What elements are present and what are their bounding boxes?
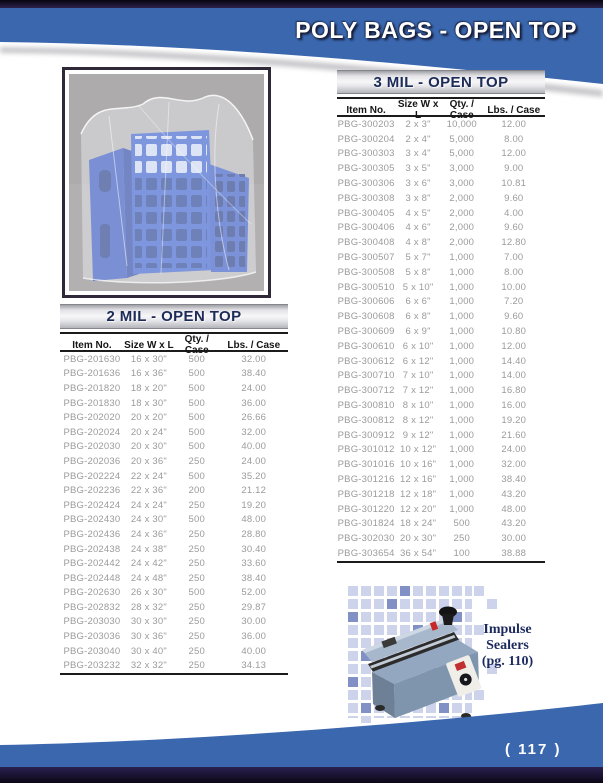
table-cell: 24 x 42" — [130, 558, 167, 570]
table-cell: 4 x 5" — [405, 207, 431, 219]
table-cell: PBG-201830 — [63, 397, 121, 409]
table-cell: 7.20 — [504, 296, 524, 308]
table-cell: PBG-300408 — [337, 237, 395, 249]
table-2mil — [60, 304, 288, 675]
table-row — [60, 556, 288, 571]
table-cell: 20 x 30" — [400, 533, 437, 545]
table-cell: 16 x 30" — [130, 353, 167, 365]
table-cell: 3,000 — [449, 163, 475, 175]
table-cell: PBG-201820 — [63, 382, 121, 394]
table-cell: 500 — [188, 353, 205, 365]
table-cell: 10.00 — [501, 281, 527, 293]
table-cell: 5 x 10" — [402, 281, 434, 293]
table-cell: PBG-202430 — [63, 514, 121, 526]
table-row — [337, 472, 545, 487]
table-cell: PBG-300606 — [337, 296, 395, 308]
table-row — [60, 513, 288, 528]
table-cell: PBG-202224 — [63, 470, 121, 482]
table-row — [60, 425, 288, 440]
table-cell: 500 — [188, 397, 205, 409]
table-row — [337, 354, 545, 369]
table-row — [337, 443, 545, 458]
table-cell: PBG-300303 — [337, 148, 395, 160]
table-cell: 3 x 5" — [405, 163, 431, 175]
column-header-qty: Qty. / Case — [449, 99, 474, 121]
product-photo-frame — [62, 67, 271, 298]
bottom-dark-bar — [0, 767, 603, 783]
table-cell: PBG-202832 — [63, 601, 121, 613]
table-cell: PBG-202024 — [63, 426, 121, 438]
table-cell: PBG-300812 — [337, 414, 395, 426]
table-cell: 19.20 — [241, 499, 267, 511]
table-row — [337, 339, 545, 354]
table-cell: 5,000 — [449, 133, 475, 145]
table-cell: PBG-202020 — [63, 412, 121, 424]
table-cell: 6 x 10" — [402, 340, 434, 352]
table-cell: PBG-300203 — [337, 118, 395, 130]
table-row — [337, 457, 545, 472]
table-cell: 100 — [453, 548, 470, 559]
table-cell: 10,000 — [446, 118, 477, 130]
table-cell: 30 x 40" — [130, 645, 167, 657]
table-cell: 5 x 8" — [405, 266, 431, 278]
table-cell: PBG-203040 — [63, 645, 121, 657]
table-cell: 250 — [453, 533, 470, 545]
table-cell: 16.80 — [501, 385, 527, 397]
table-row — [337, 191, 545, 206]
table-2mil-body — [60, 352, 288, 675]
table-cell: PBG-300510 — [337, 281, 395, 293]
table-cell: 500 — [188, 368, 205, 380]
table-row — [337, 546, 545, 561]
table-cell: PBG-203030 — [63, 616, 121, 628]
table-cell: 1,000 — [449, 459, 475, 471]
table-cell: 250 — [188, 645, 205, 657]
table-cell: 38.40 — [241, 368, 267, 380]
table-cell: 4.00 — [504, 207, 524, 219]
impulse-sealers-label — [455, 622, 560, 670]
table-row — [60, 586, 288, 601]
table-cell: 16 x 36" — [130, 368, 167, 380]
table-cell: PBG-300608 — [337, 311, 395, 323]
table-row — [337, 517, 545, 532]
table-cell: PBG-300612 — [337, 355, 395, 367]
table-cell: 9.60 — [504, 311, 524, 323]
column-header-item-no: Item No. — [72, 339, 112, 351]
table-3mil — [337, 70, 545, 563]
table-cell: 38.88 — [501, 548, 527, 559]
table-cell: PBG-301218 — [337, 488, 395, 500]
table-cell: PBG-300508 — [337, 266, 395, 278]
table-row — [337, 369, 545, 384]
table-cell: 20 x 24" — [130, 426, 167, 438]
table-cell: PBG-300306 — [337, 178, 395, 190]
table-cell: 29.87 — [241, 601, 267, 613]
table-row — [337, 132, 545, 147]
table-cell: 10.80 — [501, 326, 527, 338]
table-cell: PBG-303654 — [337, 548, 395, 559]
table-cell: 52.00 — [241, 587, 267, 599]
table-cell: 500 — [188, 441, 205, 453]
table-cell: 1,000 — [449, 370, 475, 382]
table-cell: 20 x 30" — [130, 441, 167, 453]
table-row — [60, 410, 288, 425]
table-cell: 1,000 — [449, 429, 475, 441]
table-cell: 250 — [188, 572, 205, 584]
table-cell: PBG-202424 — [63, 499, 121, 511]
table-cell: 26.66 — [241, 412, 267, 424]
table-cell: PBG-203036 — [63, 631, 121, 643]
table-cell: PBG-300405 — [337, 207, 395, 219]
table-cell: 24.00 — [241, 455, 267, 467]
table-cell: 6 x 9" — [405, 326, 431, 338]
table-cell: 12.00 — [501, 340, 527, 352]
table-cell: 30.00 — [501, 533, 527, 545]
table-cell: 2 x 4" — [405, 133, 431, 145]
table-cell: 8 x 12" — [402, 414, 434, 426]
table-cell: 48.00 — [241, 514, 267, 526]
table-cell: PBG-300507 — [337, 252, 395, 264]
table-row — [337, 265, 545, 280]
promo-line-3: (pg. 110) — [481, 654, 534, 669]
table-cell: 1,000 — [449, 340, 475, 352]
table-row — [337, 413, 545, 428]
table-cell: PBG-300712 — [337, 385, 395, 397]
table-cell: 14.00 — [501, 370, 527, 382]
table-cell: PBG-300406 — [337, 222, 395, 234]
footer-band — [0, 688, 603, 783]
table-cell: 36 x 54" — [400, 548, 437, 559]
table-cell: PBG-300912 — [337, 429, 395, 441]
table-cell: 1,000 — [449, 444, 475, 456]
table-cell: 43.20 — [501, 488, 527, 500]
table-cell: 12 x 20" — [400, 503, 437, 515]
table-cell: PBG-300610 — [337, 340, 395, 352]
table-row — [60, 483, 288, 498]
table-cell: 24 x 48" — [130, 572, 167, 584]
table-3mil-body — [337, 117, 545, 563]
table-cell: 20 x 20" — [130, 412, 167, 424]
table-cell: 10 x 16" — [400, 459, 437, 471]
table-cell: 22 x 36" — [130, 485, 167, 497]
table-row — [337, 221, 545, 236]
table-cell: 500 — [453, 518, 470, 530]
table-cell: 12.00 — [501, 118, 527, 130]
table-cell: 9.60 — [504, 192, 524, 204]
table-cell: 9 x 12" — [402, 429, 434, 441]
table-cell: 3 x 8" — [405, 192, 431, 204]
table-cell: 34.13 — [241, 660, 267, 672]
table-cell: PBG-202030 — [63, 441, 121, 453]
table-cell: 3,000 — [449, 178, 475, 190]
table-cell: 14.40 — [501, 355, 527, 367]
table-cell: 5 x 7" — [405, 252, 431, 264]
table-row — [337, 383, 545, 398]
table-cell: 2,000 — [449, 237, 475, 249]
table-cell: 5,000 — [449, 148, 475, 160]
table-cell: 20 x 36" — [130, 455, 167, 467]
table-2mil-title: 2 MIL - OPEN TOP — [60, 304, 288, 329]
table-cell: 500 — [188, 382, 205, 394]
table-cell: 12 x 16" — [400, 474, 437, 486]
table-row — [337, 147, 545, 162]
table-cell: 38.40 — [501, 474, 527, 486]
table-cell: 40.00 — [241, 441, 267, 453]
table-cell: 30.00 — [241, 616, 267, 628]
table-cell: 8 x 10" — [402, 400, 434, 412]
table-cell: 250 — [188, 528, 205, 540]
table-cell: 40.00 — [241, 645, 267, 657]
table-row — [337, 531, 545, 546]
table-cell: 6 x 8" — [405, 311, 431, 323]
table-cell: 36.00 — [241, 631, 267, 643]
table-cell: 24 x 30" — [130, 514, 167, 526]
poly-bag-photo — [69, 74, 264, 291]
table-row — [60, 615, 288, 630]
table-cell: 1,000 — [449, 311, 475, 323]
table-cell: 32.00 — [241, 426, 267, 438]
table-cell: 1,000 — [449, 400, 475, 412]
table-cell: PBG-301216 — [337, 474, 395, 486]
table-cell: PBG-201636 — [63, 368, 121, 380]
table-cell: 1,000 — [449, 474, 475, 486]
table-cell: 30.40 — [241, 543, 267, 555]
table-2mil-column-headers — [60, 332, 288, 356]
table-row — [60, 600, 288, 615]
table-row — [337, 250, 545, 265]
table-cell: 500 — [188, 587, 205, 599]
table-cell: PBG-300204 — [337, 133, 395, 145]
table-row — [337, 235, 545, 250]
table-cell: 1,000 — [449, 326, 475, 338]
table-cell: 4 x 8" — [405, 237, 431, 249]
table-cell: 38.40 — [241, 572, 267, 584]
table-cell: 1,000 — [449, 385, 475, 397]
table-cell: 8.00 — [504, 266, 524, 278]
column-header-size: Size W x L — [397, 99, 439, 121]
table-cell: 7 x 10" — [402, 370, 434, 382]
table-row — [60, 381, 288, 396]
table-cell: 1,000 — [449, 488, 475, 500]
table-cell: 43.20 — [501, 518, 527, 530]
table-cell: 2,000 — [449, 222, 475, 234]
table-cell: 48.00 — [501, 503, 527, 515]
table-cell: 3 x 6" — [405, 178, 431, 190]
table-cell: PBG-300710 — [337, 370, 395, 382]
table-cell: 250 — [188, 543, 205, 555]
table-cell: 2 x 3" — [405, 118, 431, 130]
table-cell: 21.12 — [241, 485, 267, 497]
table-cell: 9.00 — [504, 163, 524, 175]
table-cell: 7.00 — [504, 252, 524, 264]
table-cell: 32.00 — [501, 459, 527, 471]
table-row — [60, 571, 288, 586]
table-cell: 28 x 32" — [130, 601, 167, 613]
table-cell: PBG-202036 — [63, 455, 121, 467]
table-cell: PBG-301016 — [337, 459, 395, 471]
table-row — [337, 309, 545, 324]
table-cell: 32.00 — [241, 353, 267, 365]
table-cell: 24 x 24" — [130, 499, 167, 511]
table-row — [337, 295, 545, 310]
table-cell: 12.80 — [501, 237, 527, 249]
table-cell: 1,000 — [449, 355, 475, 367]
table-cell: 6 x 12" — [402, 355, 434, 367]
table-cell: 250 — [188, 660, 205, 672]
table-cell: 1,000 — [449, 414, 475, 426]
table-cell: PBG-202436 — [63, 528, 121, 540]
table-cell: 18 x 20" — [130, 382, 167, 394]
table-row — [60, 367, 288, 382]
column-header-lbs: Lbs. / Case — [227, 339, 281, 351]
table-row — [337, 502, 545, 517]
table-cell: 250 — [188, 631, 205, 643]
table-cell: PBG-301012 — [337, 444, 395, 456]
table-row — [337, 206, 545, 221]
table-cell: 500 — [188, 426, 205, 438]
table-cell: 7 x 12" — [402, 385, 434, 397]
table-cell: 2,000 — [449, 207, 475, 219]
column-header-lbs: Lbs. / Case — [487, 104, 541, 116]
table-row — [337, 117, 545, 132]
table-cell: PBG-202438 — [63, 543, 121, 555]
table-cell: 18 x 24" — [400, 518, 437, 530]
table-cell: 32 x 32" — [130, 660, 167, 672]
table-cell: PBG-202236 — [63, 485, 121, 497]
promo-line-1: Impulse — [483, 622, 532, 637]
table-row — [60, 629, 288, 644]
table-row — [60, 396, 288, 411]
table-cell: 500 — [188, 412, 205, 424]
table-cell: PBG-203232 — [63, 660, 121, 672]
table-row — [60, 527, 288, 542]
table-cell: 500 — [188, 514, 205, 526]
table-cell: 3 x 4" — [405, 148, 431, 160]
table-cell: 24 x 38" — [130, 543, 167, 555]
table-cell: 36.00 — [241, 397, 267, 409]
column-header-qty: Qty. / Case — [184, 334, 209, 356]
table-cell: 500 — [188, 470, 205, 482]
table-row — [60, 440, 288, 455]
table-cell: 30 x 36" — [130, 631, 167, 643]
table-cell: 2,000 — [449, 192, 475, 204]
table-cell: 1,000 — [449, 266, 475, 278]
table-cell: 10 x 12" — [400, 444, 437, 456]
table-row — [337, 280, 545, 295]
table-cell: 1,000 — [449, 503, 475, 515]
table-cell: 16.00 — [501, 400, 527, 412]
table-cell: 250 — [188, 616, 205, 628]
table-cell: 28.80 — [241, 528, 267, 540]
table-cell: PBG-300609 — [337, 326, 395, 338]
table-row — [60, 644, 288, 659]
table-cell: 24.00 — [501, 444, 527, 456]
table-cell: 8.00 — [504, 133, 524, 145]
table-cell: 12.00 — [501, 148, 527, 160]
table-cell: PBG-302030 — [337, 533, 395, 545]
table-cell: PBG-202442 — [63, 558, 121, 570]
table-cell: 200 — [188, 485, 205, 497]
table-row — [337, 487, 545, 502]
table-cell: 250 — [188, 558, 205, 570]
table-row — [60, 658, 288, 673]
table-cell: 18 x 30" — [130, 397, 167, 409]
table-cell: 4 x 6" — [405, 222, 431, 234]
table-cell: PBG-201630 — [63, 353, 121, 365]
table-cell: 30 x 30" — [130, 616, 167, 628]
table-row — [337, 428, 545, 443]
table-cell: 21.60 — [501, 429, 527, 441]
table-row — [60, 454, 288, 469]
table-cell: PBG-300810 — [337, 400, 395, 412]
table-cell: PBG-300305 — [337, 163, 395, 175]
table-cell: 33.60 — [241, 558, 267, 570]
table-row — [60, 498, 288, 513]
column-header-item-no: Item No. — [346, 104, 386, 116]
table-cell: 9.60 — [504, 222, 524, 234]
promo-line-2: Sealers — [486, 638, 529, 653]
page-number: ( 117 ) — [505, 741, 562, 758]
table-cell: PBG-202448 — [63, 572, 121, 584]
table-cell: 12 x 18" — [400, 488, 437, 500]
table-cell: 250 — [188, 601, 205, 613]
table-cell: 1,000 — [449, 252, 475, 264]
table-row — [60, 542, 288, 557]
table-row — [337, 324, 545, 339]
table-row — [337, 398, 545, 413]
table-cell: PBG-300308 — [337, 192, 395, 204]
table-cell: 1,000 — [449, 296, 475, 308]
table-cell: PBG-301220 — [337, 503, 395, 515]
table-cell: 19.20 — [501, 414, 527, 426]
table-row — [60, 352, 288, 367]
table-row — [60, 469, 288, 484]
table-cell: 35.20 — [241, 470, 267, 482]
table-cell: 6 x 6" — [405, 296, 431, 308]
table-cell: PBG-301824 — [337, 518, 395, 530]
page-title: POLY BAGS - OPEN TOP — [295, 17, 577, 43]
table-3mil-title: 3 MIL - OPEN TOP — [337, 70, 545, 94]
table-cell: PBG-202630 — [63, 587, 121, 599]
table-cell: 1,000 — [449, 281, 475, 293]
table-cell: 22 x 24" — [130, 470, 167, 482]
table-cell: 24 x 36" — [130, 528, 167, 540]
table-3mil-column-headers — [337, 97, 545, 121]
table-cell: 26 x 30" — [130, 587, 167, 599]
table-cell: 250 — [188, 455, 205, 467]
table-row — [337, 161, 545, 176]
table-cell: 10.81 — [501, 178, 527, 190]
table-cell: 24.00 — [241, 382, 267, 394]
table-row — [337, 176, 545, 191]
column-header-size: Size W x L — [124, 339, 174, 351]
table-cell: 250 — [188, 499, 205, 511]
